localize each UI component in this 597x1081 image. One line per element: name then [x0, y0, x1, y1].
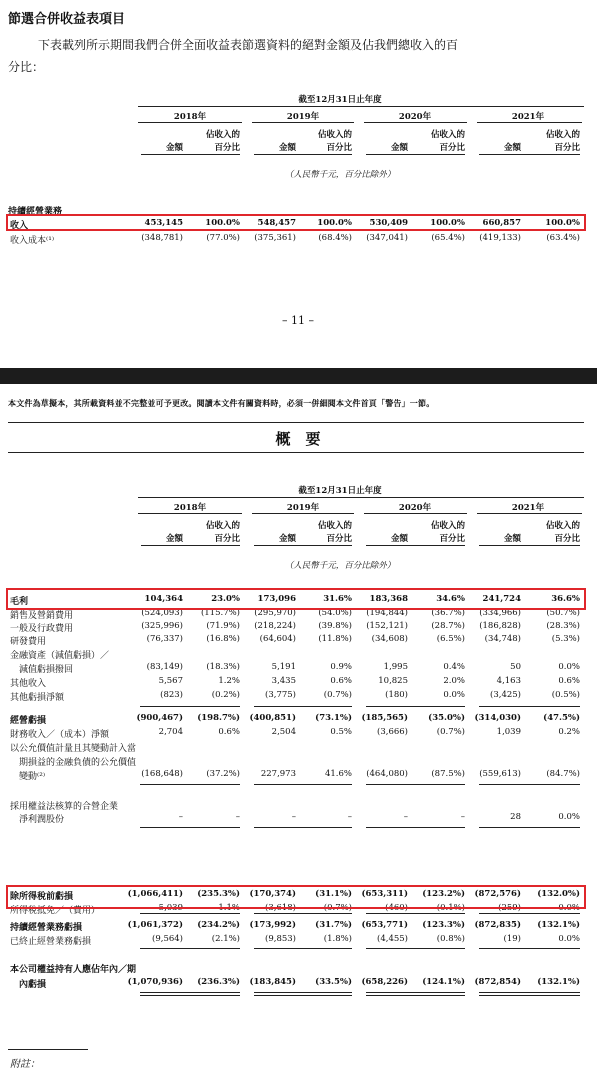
col-pct-line2: 百分比 — [439, 534, 465, 544]
amount-cell: (173,992) — [249, 920, 296, 930]
row-label: 財務收入／（成本）淨額 — [10, 730, 110, 740]
percent-cell: 0.6% — [218, 727, 240, 737]
percent-cell: (0.1%) — [436, 903, 465, 913]
row-label: 淨利潤股份 — [10, 815, 65, 825]
col-amount: 金額 — [390, 534, 408, 544]
percent-cell: 0.0% — [558, 662, 580, 672]
row-label: 其他收入 — [10, 679, 47, 689]
segment-label: 持續經營業務 — [8, 207, 63, 217]
amount-cell: (658,226) — [361, 977, 408, 987]
percent-cell: 100.0% — [205, 218, 240, 228]
percent-cell: 100.0% — [317, 218, 352, 228]
percent-cell: 31.6% — [323, 594, 352, 604]
col-pct-line1: 佔收入的 — [205, 521, 240, 531]
col-pct-line2: 百分比 — [554, 534, 580, 544]
row-label: 採用權益法核算的合營企業 — [10, 802, 119, 812]
col-pct-line1: 佔收入的 — [545, 130, 580, 140]
amount-cell: 173,096 — [257, 594, 296, 604]
amount-cell: (3,775) — [265, 690, 296, 700]
col-pct-line2: 百分比 — [554, 143, 580, 153]
amount-cell: 1,995 — [383, 662, 408, 672]
percent-cell: (198.7%) — [197, 713, 240, 723]
percent-cell: (0.8%) — [436, 934, 465, 944]
amount-cell: (559,613) — [479, 769, 521, 779]
year-header: 2018年 — [173, 503, 207, 513]
percent-cell: 0.5% — [330, 727, 352, 737]
amount-cell: (464,080) — [366, 769, 408, 779]
amount-cell: (186,828) — [479, 621, 521, 631]
amount-cell: – — [178, 812, 183, 822]
year-header: 2020年 — [398, 112, 432, 122]
amount-cell: (460) — [385, 903, 408, 913]
col-pct-line1: 佔收入的 — [205, 130, 240, 140]
percent-cell: 1.1% — [218, 903, 240, 913]
row-label: 其他虧損淨額 — [10, 693, 65, 703]
amount-cell: (823) — [160, 690, 183, 700]
highlight-box-revenue — [6, 214, 586, 231]
amount-cell: (3,666) — [377, 727, 408, 737]
amount-cell: 5,567 — [158, 676, 183, 686]
percent-cell: (123.3%) — [422, 920, 465, 930]
amount-cell: 2,504 — [271, 727, 296, 737]
amount-cell: (64,604) — [259, 634, 296, 644]
amount-cell: 660,857 — [482, 218, 521, 228]
col-pct-line2: 百分比 — [439, 143, 465, 153]
row-label: 減值虧損撥回 — [10, 665, 74, 675]
percent-cell: (65.4%) — [431, 233, 465, 243]
percent-cell: 0.0% — [558, 812, 580, 822]
amount-cell: (3,618) — [265, 903, 296, 913]
amount-cell: (900,467) — [136, 713, 183, 723]
row-label: 已終止經營業務虧損 — [10, 937, 92, 947]
percent-cell: (6.5%) — [436, 634, 465, 644]
percent-cell: (0.2%) — [211, 690, 240, 700]
percent-cell: 100.0% — [430, 218, 465, 228]
percent-cell: (124.1%) — [422, 977, 465, 987]
amount-cell: 5,191 — [271, 662, 296, 672]
amount-cell: 104,364 — [144, 594, 183, 604]
year-header: 2019年 — [286, 112, 320, 122]
percent-cell: (71.9%) — [206, 621, 240, 631]
amount-cell: (325,996) — [141, 621, 183, 631]
amount-cell: (34,748) — [484, 634, 521, 644]
amount-cell: 3,435 — [271, 676, 296, 686]
row-label: 本公司權益持有人應佔年內／期 — [10, 965, 137, 975]
percent-cell: 0.6% — [330, 676, 352, 686]
amount-cell: 227,973 — [260, 769, 296, 779]
amount-cell: (1,066,411) — [127, 889, 183, 899]
year-header: 2021年 — [511, 503, 545, 513]
amount-cell: (295,970) — [254, 608, 296, 618]
period-header-top: 截至12月31日止年度 — [298, 95, 382, 105]
percent-cell: 41.6% — [324, 769, 352, 779]
intro-text-line1: 下表載列所示期間我們合併全面收益表節選資料的絕對金額及佔我們總收入的百 — [38, 38, 459, 52]
percent-cell: 0.0% — [558, 903, 580, 913]
amount-cell: (218,224) — [254, 621, 296, 631]
percent-cell: (35.0%) — [428, 713, 465, 723]
period-header-bottom: 截至12月31日止年度 — [298, 486, 382, 496]
percent-cell: (47.5%) — [543, 713, 580, 723]
row-label: 一般及行政費用 — [10, 624, 74, 634]
unit-note-top: （人民幣千元，百分比除外） — [284, 170, 396, 180]
amount-cell: 2,704 — [158, 727, 183, 737]
percent-cell: (234.2%) — [197, 920, 240, 930]
percent-cell: (0.7%) — [323, 690, 352, 700]
amount-cell: (334,966) — [479, 608, 521, 618]
col-pct-line2: 百分比 — [214, 143, 240, 153]
amount-cell: – — [403, 812, 408, 822]
percent-cell: (73.1%) — [315, 713, 352, 723]
percent-cell: (28.3%) — [546, 621, 580, 631]
percent-cell: (54.0%) — [318, 608, 352, 618]
amount-cell: 183,368 — [369, 594, 408, 604]
amount-cell: (872,835) — [474, 920, 521, 930]
amount-cell: (170,374) — [249, 889, 296, 899]
amount-cell: (183,845) — [249, 977, 296, 987]
percent-cell: – — [460, 812, 465, 822]
amount-cell: 50 — [510, 662, 521, 672]
col-pct-line1: 佔收入的 — [430, 521, 465, 531]
percent-cell: 100.0% — [545, 218, 580, 228]
amount-cell: (180) — [385, 690, 408, 700]
percent-cell: 0.2% — [558, 727, 580, 737]
row-label: 持續經營業務虧損 — [10, 923, 83, 933]
percent-cell: (1.8%) — [323, 934, 352, 944]
percent-cell: (50.7%) — [546, 608, 580, 618]
amount-cell: (419,133) — [479, 233, 521, 243]
col-amount: 金額 — [390, 143, 408, 153]
row-label: 研發費用 — [10, 637, 47, 647]
percent-cell: (31.7%) — [315, 920, 352, 930]
highlight-box-loss-before-tax — [6, 885, 586, 909]
year-header: 2020年 — [398, 503, 432, 513]
percent-cell: – — [235, 812, 240, 822]
amount-cell: (872,854) — [474, 977, 521, 987]
amount-cell: 1,039 — [496, 727, 521, 737]
percent-cell: (31.1%) — [315, 889, 352, 899]
amount-cell: (3,425) — [490, 690, 521, 700]
percent-cell: 34.6% — [436, 594, 465, 604]
percent-cell: (84.7%) — [546, 769, 580, 779]
col-amount: 金額 — [278, 534, 296, 544]
unit-note-bottom: （人民幣千元，百分比除外） — [284, 561, 396, 571]
percent-cell: 36.6% — [551, 594, 580, 604]
percent-cell: (39.8%) — [318, 621, 352, 631]
row-label: 所得稅抵免／（費用） — [10, 906, 101, 916]
amount-cell: (1,061,372) — [127, 920, 183, 930]
amount-cell: (524,093) — [141, 608, 183, 618]
percent-cell: (18.3%) — [206, 662, 240, 672]
col-amount: 金額 — [503, 534, 521, 544]
amount-cell: 4,163 — [496, 676, 521, 686]
amount-cell: 530,409 — [369, 218, 408, 228]
col-pct-line1: 佔收入的 — [545, 521, 580, 531]
percent-cell: 23.0% — [211, 594, 240, 604]
percent-cell: (87.5%) — [431, 769, 465, 779]
amount-cell: 453,145 — [144, 218, 183, 228]
percent-cell: (132.1%) — [537, 977, 580, 987]
row-label: 金融資產（減值虧損）／ — [10, 651, 110, 661]
amount-cell: (76,337) — [146, 634, 183, 644]
col-pct-line1: 佔收入的 — [317, 130, 352, 140]
row-label: 除所得稅前虧損 — [10, 892, 74, 902]
section-title-top: 節選合併收益表項目 — [8, 12, 126, 27]
percent-cell: (77.0%) — [206, 233, 240, 243]
percent-cell: (0.7%) — [436, 727, 465, 737]
amount-cell: 5,039 — [158, 903, 183, 913]
row-label: 毛利 — [10, 597, 29, 607]
amount-cell: (314,030) — [474, 713, 521, 723]
amount-cell: (19) — [503, 934, 521, 944]
amount-cell: (872,576) — [474, 889, 521, 899]
percent-cell: 0.6% — [558, 676, 580, 686]
amount-cell: (185,565) — [361, 713, 408, 723]
row-label: 經營虧損 — [10, 716, 47, 726]
row-label: 以公允價值計量且其變動計入當 — [10, 744, 137, 754]
section-title-bottom: 概 要 — [275, 430, 321, 448]
col-pct-line1: 佔收入的 — [430, 130, 465, 140]
percent-cell: 0.4% — [443, 662, 465, 672]
col-amount: 金額 — [503, 143, 521, 153]
row-label: 內虧損 — [10, 980, 47, 990]
percent-cell: 1.2% — [218, 676, 240, 686]
year-header: 2019年 — [286, 503, 320, 513]
amount-cell: (653,771) — [361, 920, 408, 930]
amount-cell: 241,724 — [482, 594, 521, 604]
col-amount: 金額 — [278, 143, 296, 153]
row-label: 收入 — [10, 221, 29, 231]
percent-cell: 0.9% — [330, 662, 352, 672]
row-label: 銷售及營銷費用 — [10, 611, 74, 621]
amount-cell: (348,781) — [141, 233, 183, 243]
col-amount: 金額 — [165, 534, 183, 544]
amount-cell: 10,825 — [378, 676, 408, 686]
amount-cell: 548,457 — [257, 218, 296, 228]
col-amount: 金額 — [165, 143, 183, 153]
amount-cell: (347,041) — [366, 233, 408, 243]
year-header: 2018年 — [173, 112, 207, 122]
percent-cell: 0.0% — [443, 690, 465, 700]
col-pct-line1: 佔收入的 — [317, 521, 352, 531]
amount-cell: (4,455) — [377, 934, 408, 944]
percent-cell: (5.3%) — [551, 634, 580, 644]
year-header: 2021年 — [511, 112, 545, 122]
amount-cell: – — [291, 812, 296, 822]
percent-cell: (11.8%) — [318, 634, 352, 644]
col-pct-line2: 百分比 — [326, 534, 352, 544]
row-label: 期損益的金融負債的公允價值 — [10, 758, 137, 768]
amount-cell: (653,311) — [361, 889, 408, 899]
amount-cell: (375,361) — [254, 233, 296, 243]
percent-cell: (235.3%) — [197, 889, 240, 899]
percent-cell: (33.5%) — [315, 977, 352, 987]
percent-cell: (236.3%) — [197, 977, 240, 987]
amount-cell: (259) — [498, 903, 521, 913]
page-number: – 11 – — [282, 314, 314, 327]
amount-cell: 28 — [510, 812, 521, 822]
percent-cell: 0.0% — [558, 934, 580, 944]
amount-cell: (400,851) — [249, 713, 296, 723]
col-pct-line2: 百分比 — [326, 143, 352, 153]
amount-cell: (168,648) — [141, 769, 183, 779]
amount-cell: (1,070,936) — [127, 977, 183, 987]
percent-cell: (132.0%) — [537, 889, 580, 899]
percent-cell: 2.0% — [443, 676, 465, 686]
amount-cell: (83,149) — [146, 662, 183, 672]
highlight-box-gross-profit — [6, 588, 586, 610]
percent-cell: (36.7%) — [431, 608, 465, 618]
draft-notice: 本文件為草擬本，其所載資料並不完整並可予更改。閱讀本文件有關資料時，必須一併細閱本文件首頁「警告」一節。 — [8, 398, 435, 408]
row-label: 變動⁽²⁾ — [10, 772, 46, 782]
percent-cell: – — [347, 812, 352, 822]
col-pct-line2: 百分比 — [214, 534, 240, 544]
percent-cell: (0.7%) — [323, 903, 352, 913]
percent-cell: (63.4%) — [546, 233, 580, 243]
amount-cell: (9,853) — [265, 934, 296, 944]
page-break-band — [0, 368, 597, 384]
intro-text-line2: 分比： — [8, 60, 45, 74]
percent-cell: (132.1%) — [537, 920, 580, 930]
percent-cell: (0.5%) — [551, 690, 580, 700]
percent-cell: (16.8%) — [206, 634, 240, 644]
amount-cell: (9,564) — [152, 934, 183, 944]
percent-cell: (28.7%) — [431, 621, 465, 631]
footnote-label: 附註： — [10, 1059, 40, 1070]
percent-cell: (123.2%) — [422, 889, 465, 899]
percent-cell: (115.7%) — [200, 608, 240, 618]
amount-cell: (194,844) — [366, 608, 408, 618]
amount-cell: (152,121) — [366, 621, 408, 631]
percent-cell: (2.1%) — [211, 934, 240, 944]
amount-cell: (34,608) — [371, 634, 408, 644]
percent-cell: (68.4%) — [318, 233, 352, 243]
percent-cell: (37.2%) — [206, 769, 240, 779]
row-label: 收入成本⁽¹⁾ — [10, 236, 55, 246]
